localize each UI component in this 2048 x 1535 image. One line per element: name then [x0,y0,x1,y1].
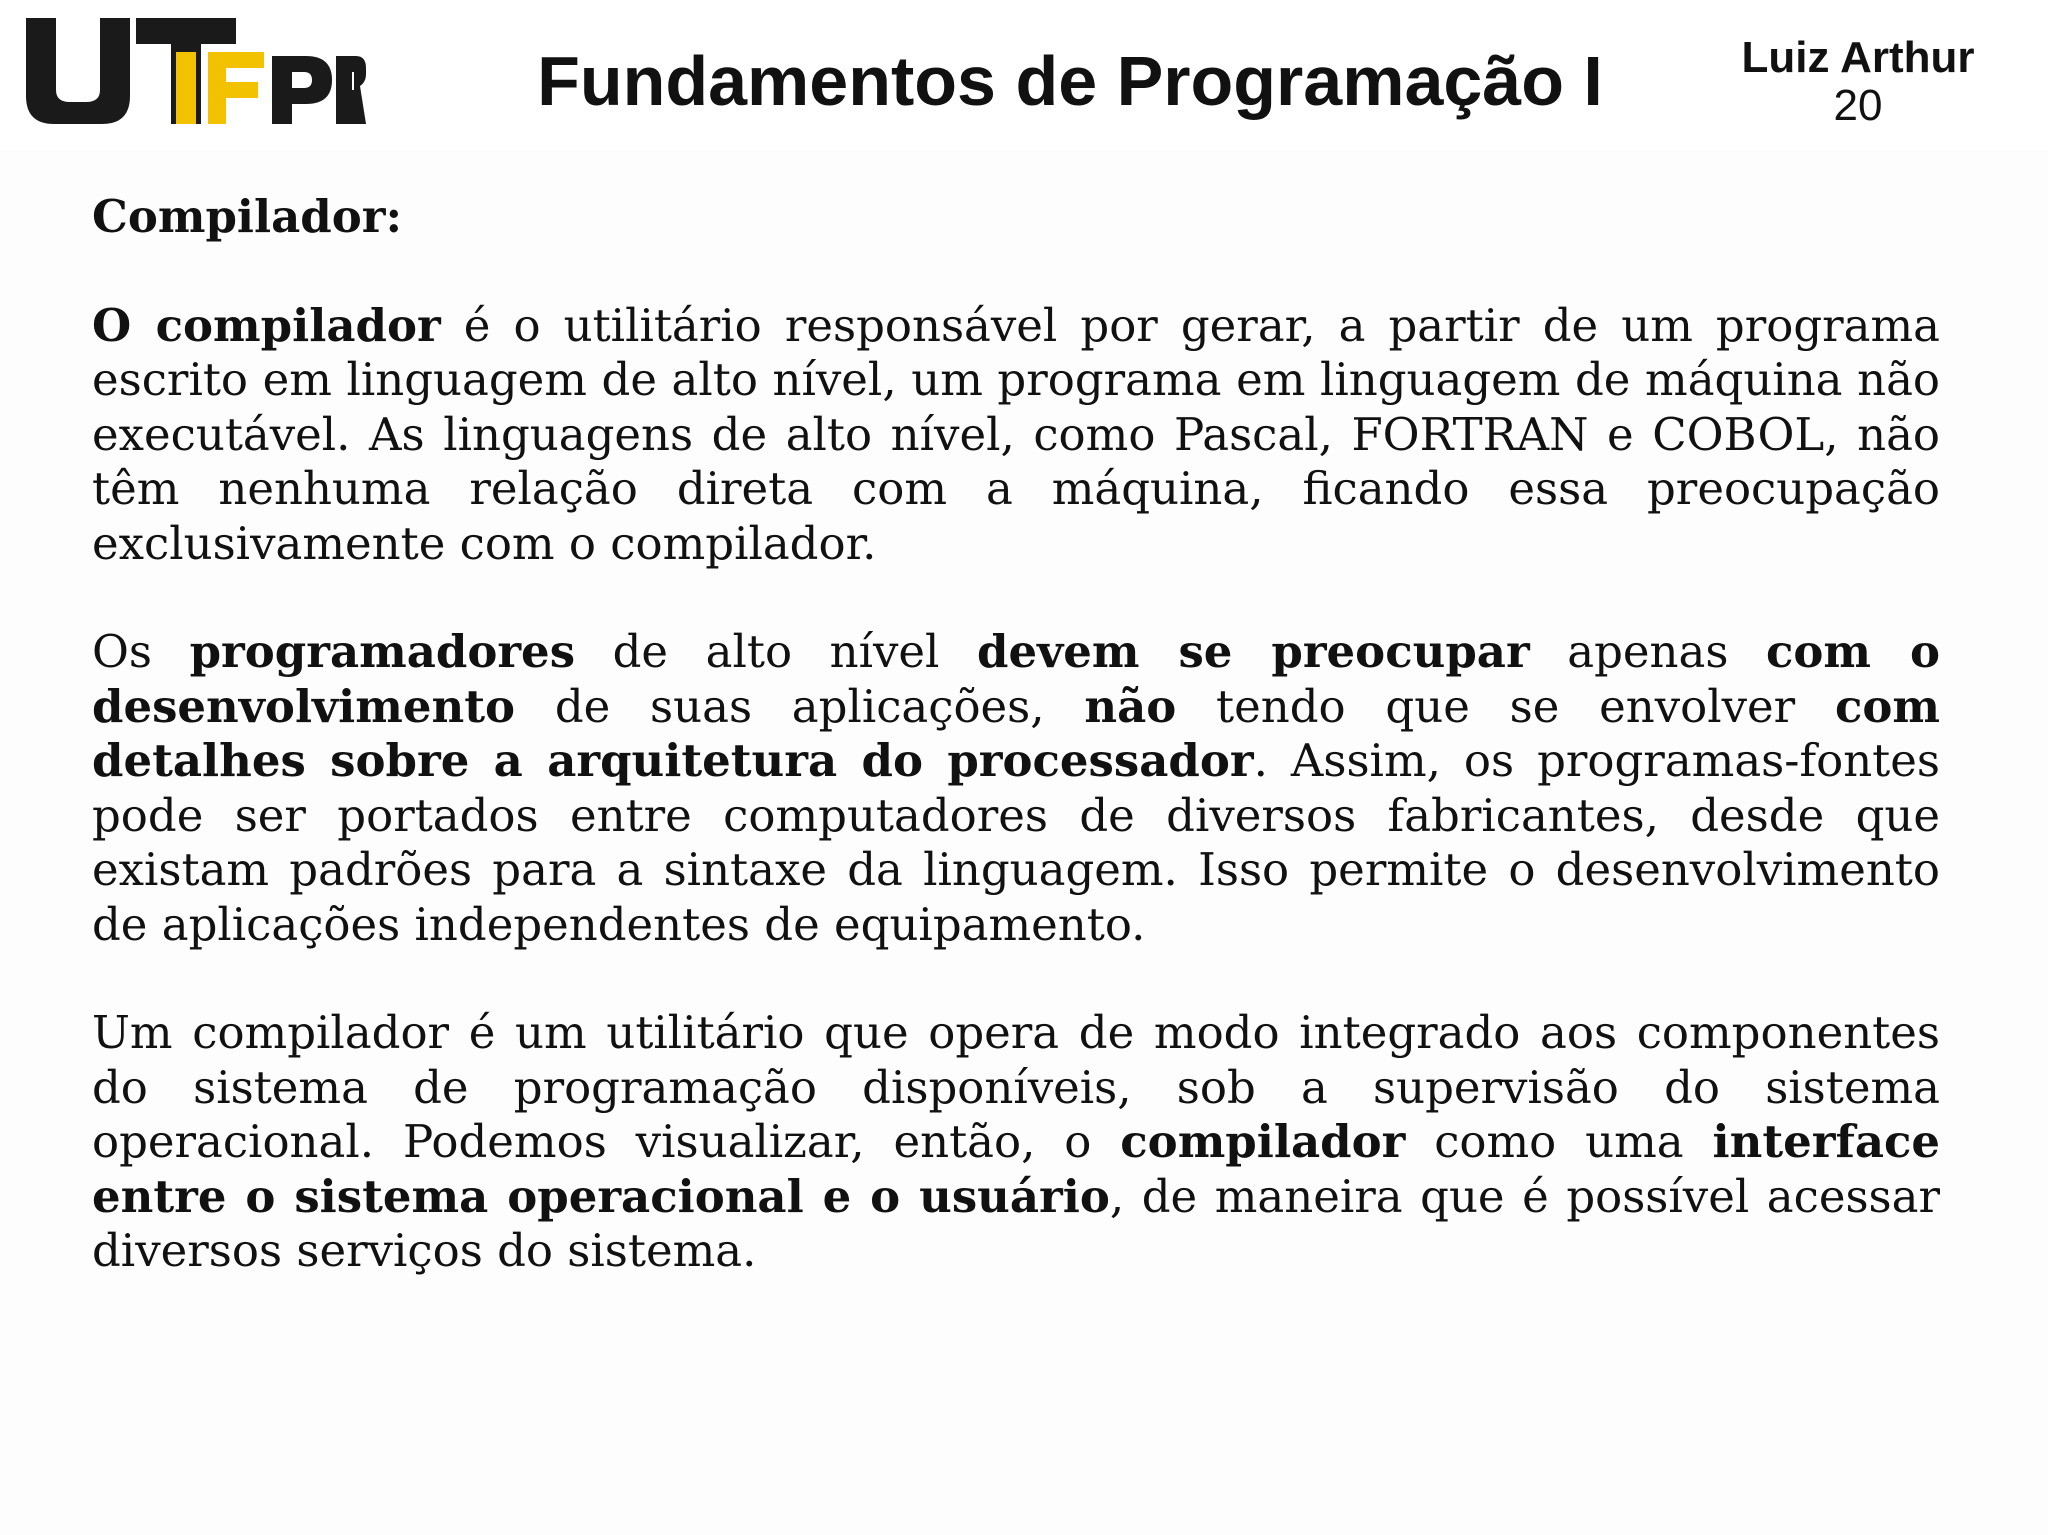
paragraph-1 [92,299,1940,572]
text-run: , de maneira que é possível acessar diversos serviços do sistema. [92,1169,1940,1277]
text-run: tendo que se envolver [1176,679,1835,733]
text-run: apenas [1529,625,1766,678]
text-run: é o utilitário responsável por gerar, a partir de um programa escrito em linguagem de alto nível, um programa em linguagem de máquina não executável. As linguagens de alto nível, como Pascal, FORTRAN e COBOL, não têm nenhuma relação direta com a máquina, ficando essa preocupação exclusivamente com o compilador. [92,298,1940,570]
bold-text: com detalhes sobre a arquitetura do processador [92,679,1941,787]
bold-text: devem se preocupar [977,625,1530,678]
slide-content [92,190,1940,1333]
section-heading: Compilador: [92,190,403,243]
text-run: . Assim, os programas-fontes pode ser portados entre computadores de diversos fabricantes, desde que existam padrões para a sintaxe da linguagem. Isso permite o desenvolvimento de aplicações independentes de equipamento. [92,734,1940,951]
author-name: Luiz Arthur [1741,33,1975,82]
text-run: de alto nível [575,625,978,678]
text-run: como uma [1405,1115,1713,1168]
slide-title: Fundamentos de Programação I [537,42,1603,120]
text-run: de suas aplicações, [515,679,1085,733]
bold-text: compilador [1120,1115,1406,1168]
utfpr-logo [26,18,366,130]
bold-text: não [1084,679,1177,733]
author-block [1708,34,2008,130]
slide-header [0,0,2048,150]
text-run: Um compilador é um utilitário que opera de modo integrado aos componentes do sistema de programação disponíveis, sob a supervisão do sistema operacional. Podemos visualizar, então, o [92,1006,1940,1168]
bold-text: interface entre o sistema operacional e o usuário [92,1115,1941,1223]
text-run: Os [92,625,190,678]
bold-text: programadores [189,625,576,678]
paragraph-3 [92,1006,1940,1279]
bold-text: com o desenvolvimento [92,625,1940,733]
paragraph-2 [92,625,1940,952]
bold-text: O compilador [92,298,441,352]
page-number: 20 [1833,81,1883,130]
